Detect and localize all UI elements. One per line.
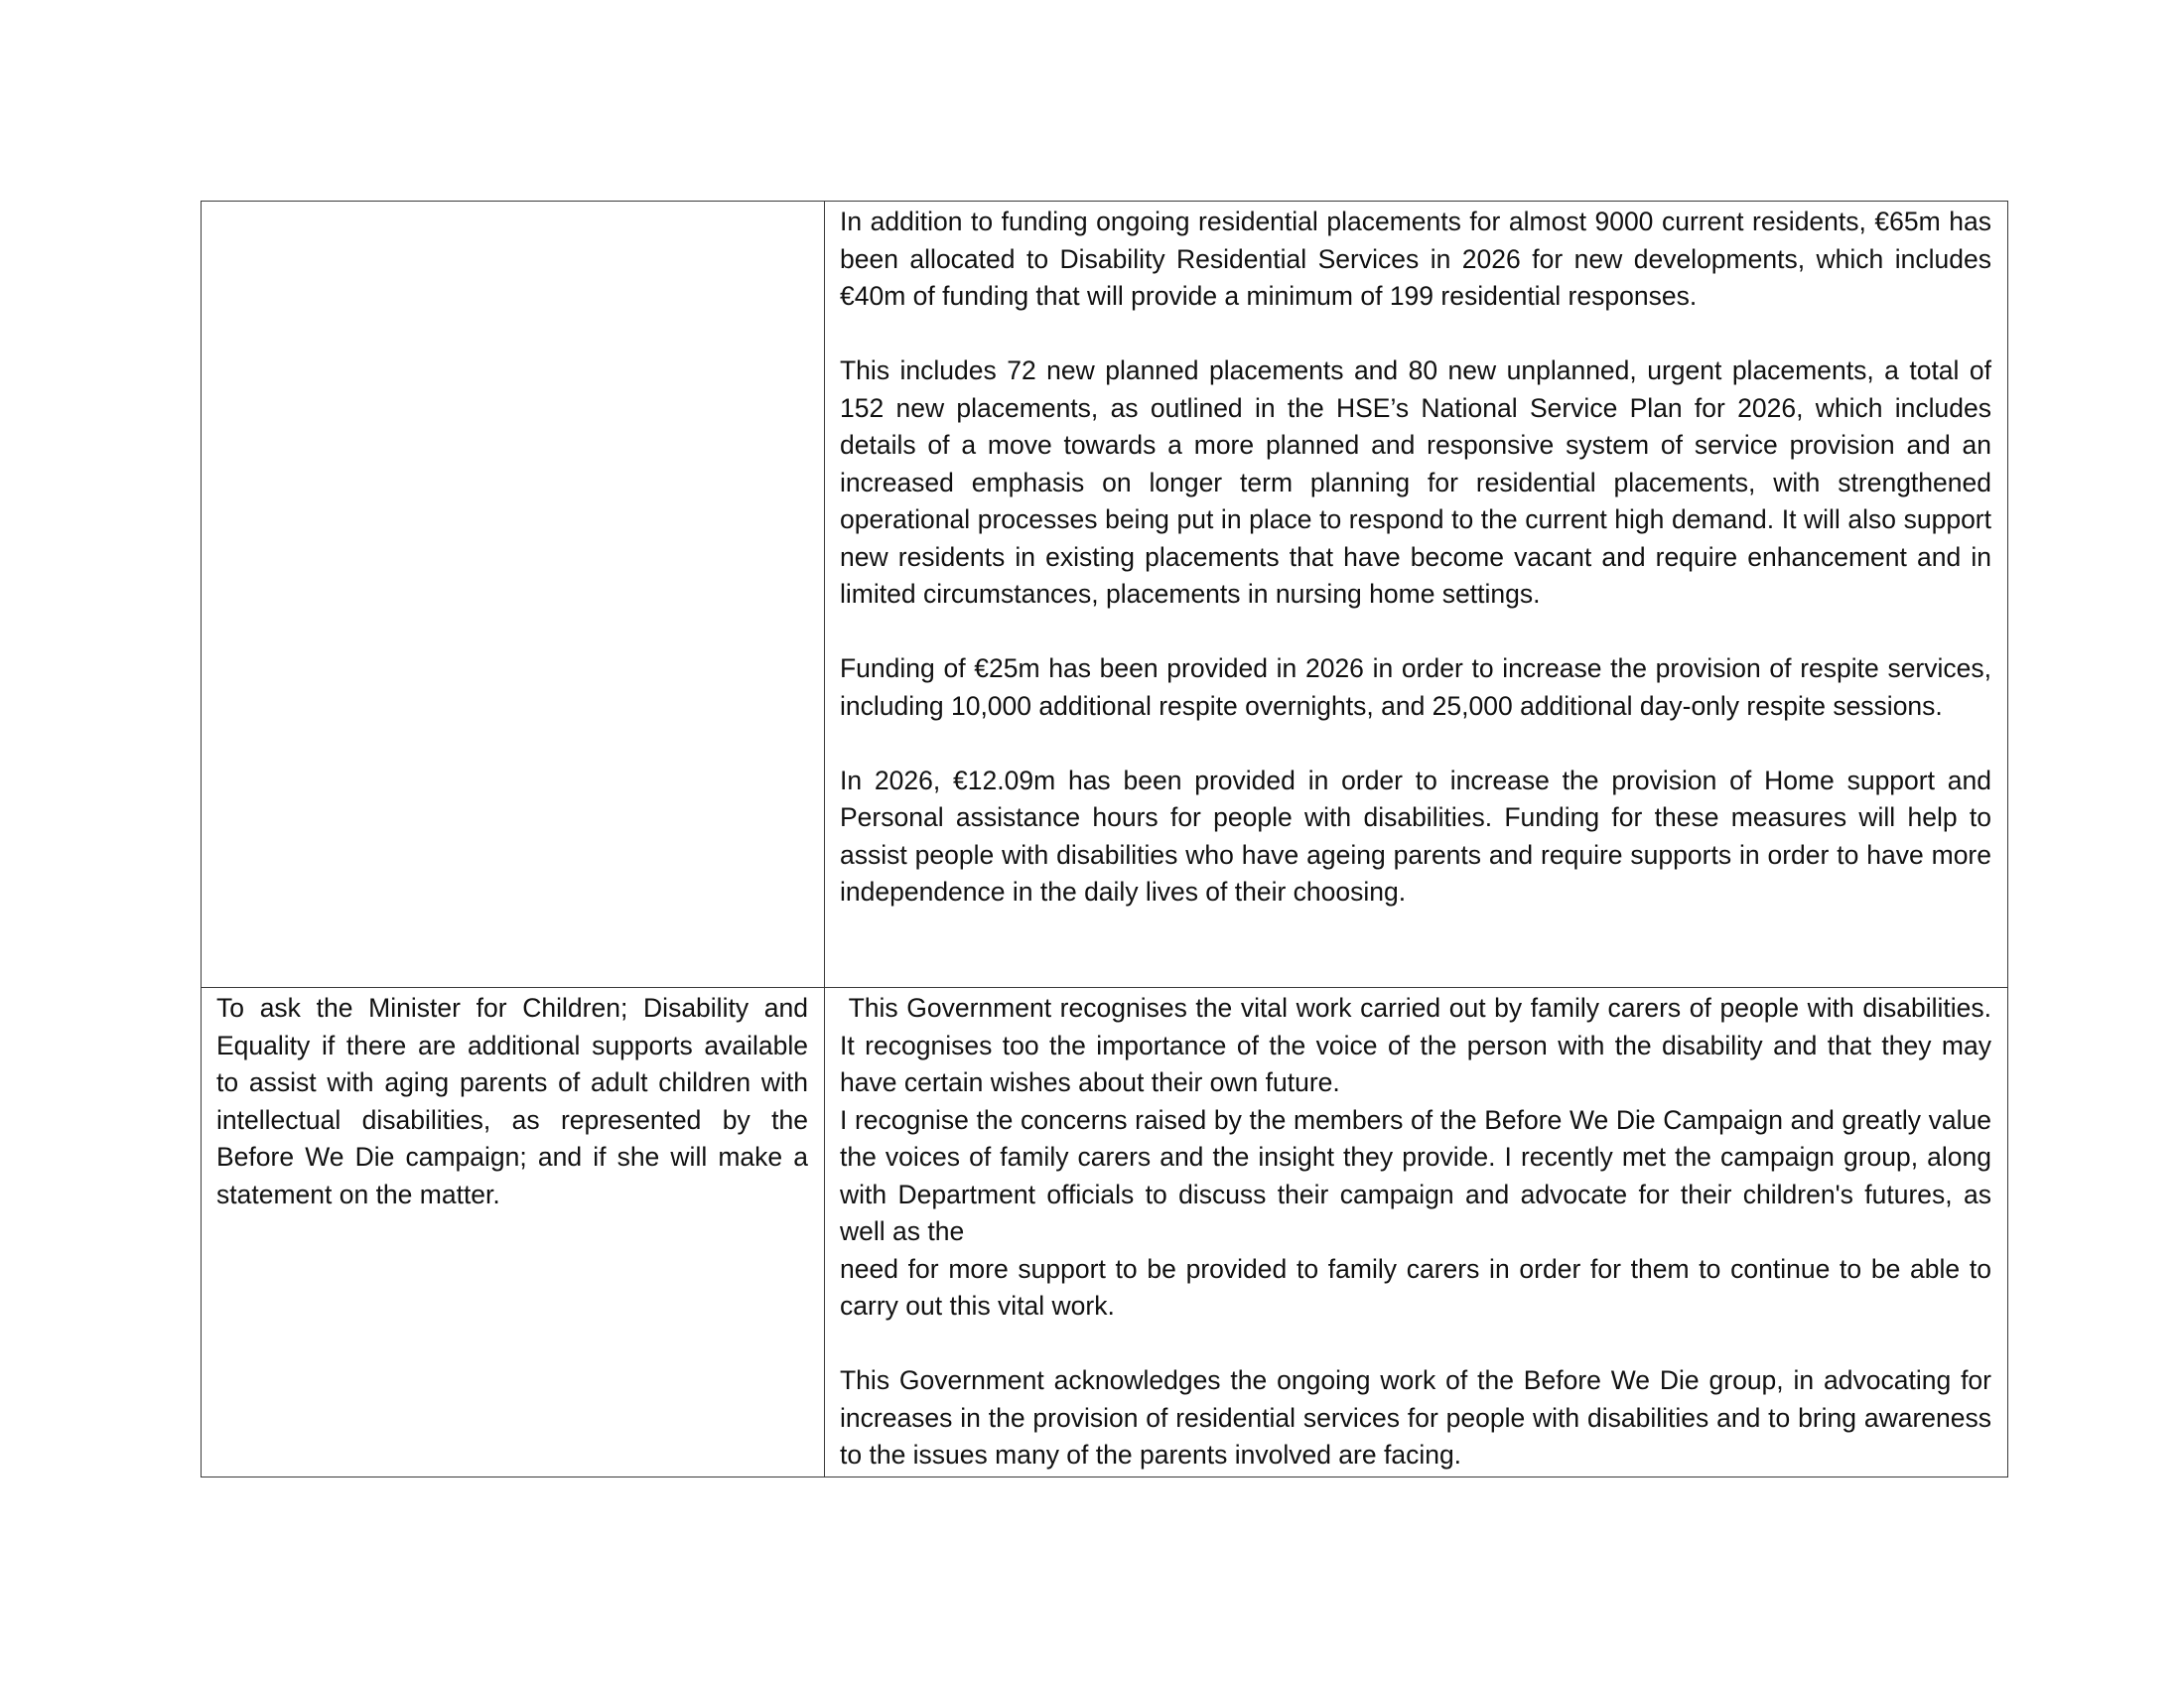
- answer-paragraph: This Government acknowledges the ongoing work of the Before We Die group, in advocating for increases in the provision of residential services for people with disabilities and to bring awareness to the issues many of the parents involved are facing.: [840, 1365, 1991, 1470]
- answer-paragraph: I recognise the concerns raised by the members of the Before We Die Campaign and greatly value the voices of family carers and the insight they provide. I recently met the campaign group, along with Department officials to discuss their campaign and advocate for their children's futures, as well as the: [840, 1104, 1991, 1246]
- question-cell: [202, 202, 825, 988]
- answer-cell: [825, 988, 2008, 1477]
- answer-paragraph: need for more support to be provided to family carers in order for them to continue to be able to carry out this vital work.: [840, 1253, 1991, 1321]
- answer-paragraph: Funding of €25m has been provided in 2026 in order to increase the provision of respite services, including 10,000 additional respite overnights, and 25,000 additional day-only respite sessions.: [840, 653, 1991, 721]
- answer-paragraph: This includes 72 new planned placements and 80 new unplanned, urgent placements, a total of 152 new placements, as outlined in the HSE’s National Service Plan for 2026, which includes details of a move towards a more planned and responsive system of service provision and an increased emphasis on longer term planning for residential placements, with strengthened operational processes being put in place to respond to the current high demand. It will also support new residents in existing placements that have become vacant and require enhancement and in limited circumstances, placements in nursing home settings.: [840, 355, 1991, 609]
- pq-response-table: [201, 201, 2008, 1477]
- answer-cell: [825, 202, 2008, 988]
- table-row: [202, 202, 2008, 988]
- table-row: [202, 988, 2008, 1477]
- question-cell: [202, 988, 825, 1477]
- answer-paragraph: In addition to funding ongoing residential placements for almost 9000 current residents, €65m has been allocated to Disability Residential Services in 2026 for new developments, which includes €40m of funding that will provide a minimum of 199 residential responses.: [840, 207, 1991, 311]
- answer-paragraph: This Government recognises the vital work carried out by family carers of people with disabilities. It recognises too the importance of the voice of the person with the disability and that they may have certain wishes about their own future.: [840, 993, 1999, 1097]
- question-text: To ask the Minister for Children; Disability and Equality if there are additional supports available to assist with aging parents of adult children with intellectual disabilities, as represented by the Before We Die campaign; and if she will make a statement on the matter.: [216, 993, 808, 1209]
- answer-paragraph: In 2026, €12.09m has been provided in order to increase the provision of Home support and Personal assistance hours for people with disabilities. Funding for these measures will help to assist people with disabilities who have ageing parents and require supports in order to have more independence in the daily lives of their choosing.: [840, 765, 1991, 907]
